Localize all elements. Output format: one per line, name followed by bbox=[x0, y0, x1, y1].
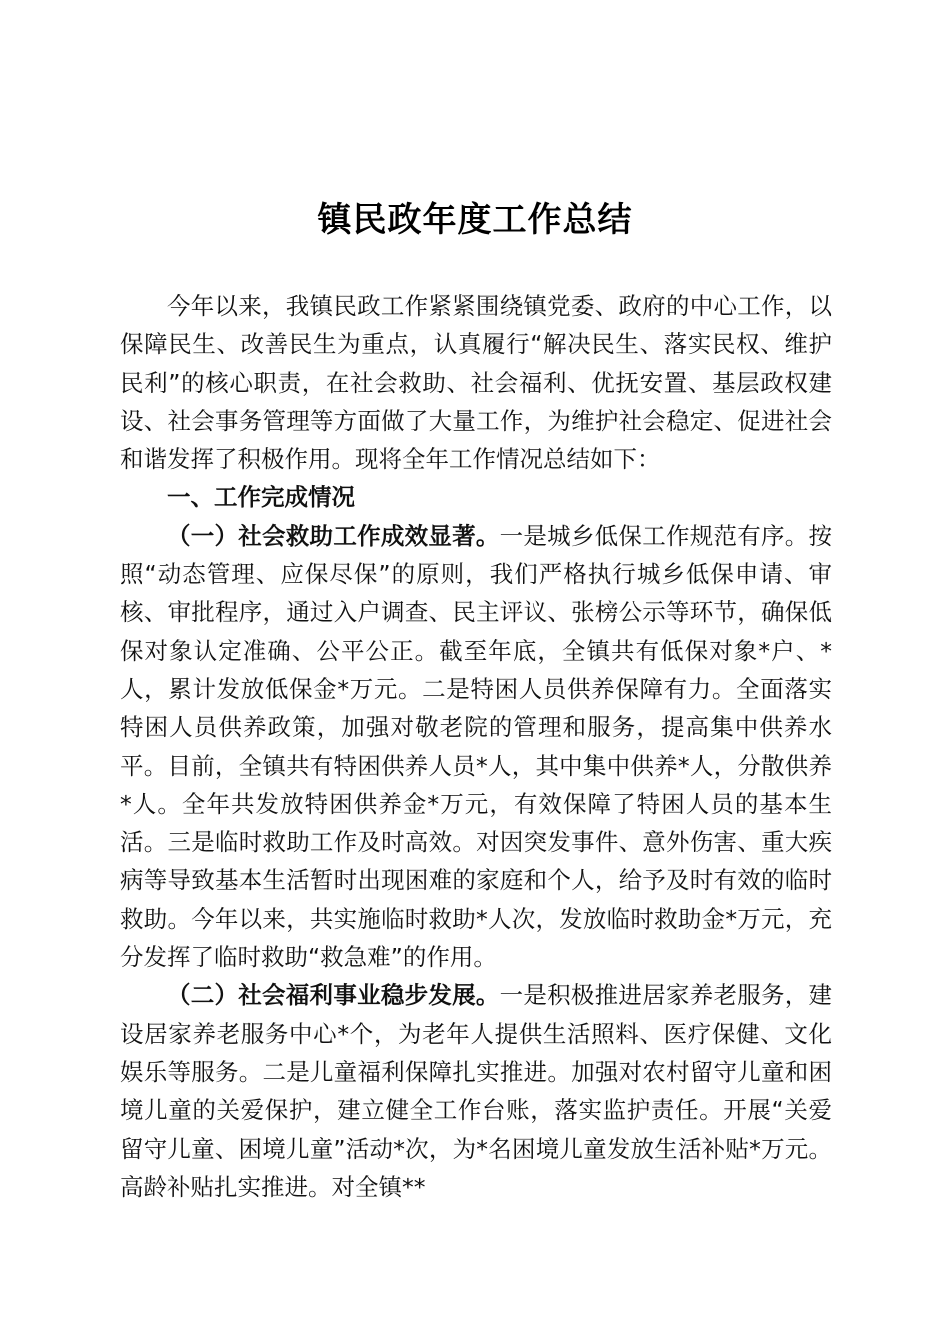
document-title: 镇民政年度工作总结 bbox=[317, 200, 633, 240]
subsection-2-body: 一是积极推进居家养老服务，建设居家养老服务中心*个，为老年人提供生活照料、医疗保健、文化娱乐等服务。二是儿童福利保障扎实推进。加强对农村留守儿童和困境儿童的关爱保护，建立健全工作台账，落实监护责任。开展“关爱留守儿童、困境儿童”活动*次，为*名困境儿童发放生活补贴*万元。高龄补贴扎实推进。对全镇** bbox=[120, 981, 833, 1201]
document-body bbox=[120, 287, 832, 1206]
subsection-1-lead: （一）社会救助工作成效显著。 bbox=[167, 521, 500, 550]
intro-paragraph: 今年以来，我镇民政工作紧紧围绕镇党委、政府的中心工作，以保障民生、改善民生为重点，认真履行“解决民生、落实民权、维护民利”的核心职责，在社会救助、社会福利、优抚安置、基层政权建设、社会事务管理等方面做了大量工作，为维护社会稳定、促进社会和谐发挥了积极作用。现将全年工作情况总结如下： bbox=[120, 292, 832, 474]
subsection-2-lead: （二）社会福利事业稳步发展。 bbox=[167, 981, 500, 1010]
subsection-2-paragraph bbox=[120, 976, 832, 1206]
subsection-1-body: 一是城乡低保工作规范有序。按照“动态管理、应保尽保”的原则，我们严格执行城乡低保申请、审核、审批程序，通过入户调查、民主评议、张榜公示等环节，确保低保对象认定准确、公平公正。截至年底，全镇共有低保对象*户、*人，累计发放低保金*万元。二是特困人员供养保障有力。全面落实特困人员供养政策，加强对敬老院的管理和服务，提高集中供养水平。目前，全镇共有特困供养人员*人，其中集中供养*人，分散供养*人。全年共发放特困供养金*万元，有效保障了特困人员的基本生活。三是临时救助工作及时高效。对因突发事件、意外伤害、重大疾病等导致基本生活暂时出现困难的家庭和个人，给予及时有效的临时救助。今年以来，共实施临时救助*人次，发放临时救助金*万元，充分发挥了临时救助“救急难”的作用。 bbox=[120, 521, 833, 972]
section-heading: 一、工作完成情况 bbox=[167, 483, 355, 512]
subsection-1-paragraph bbox=[120, 517, 832, 977]
